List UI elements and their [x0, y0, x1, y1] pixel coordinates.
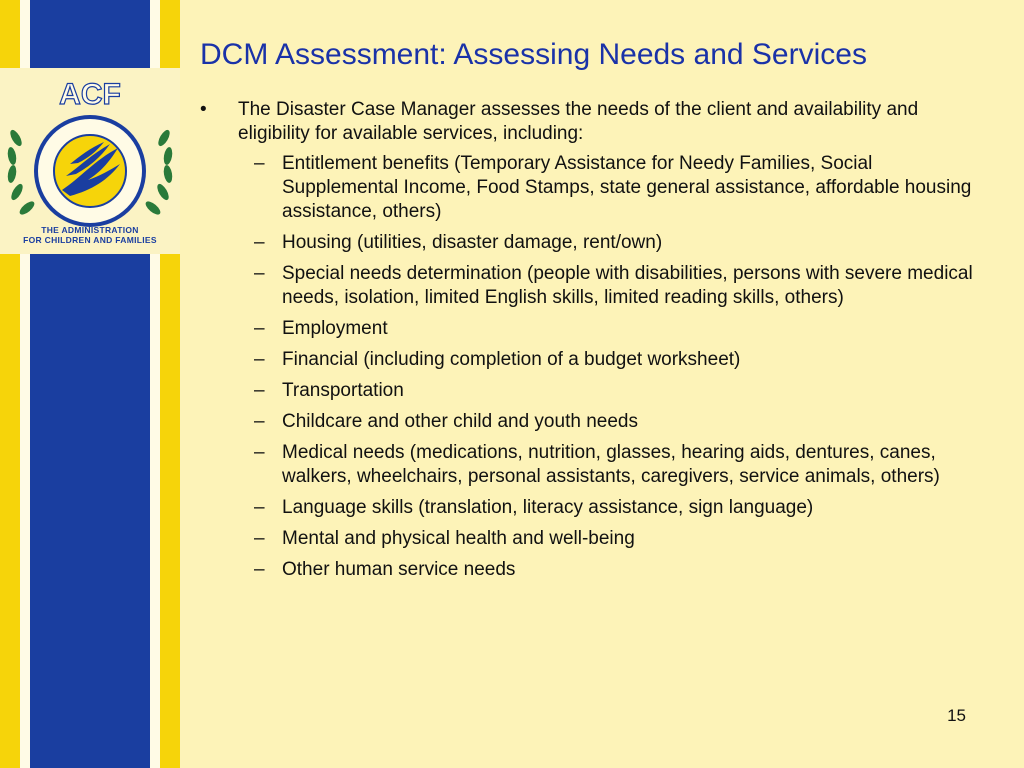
sub-bullet-text: Employment — [282, 318, 388, 339]
left-banner — [0, 0, 180, 768]
sub-bullet-text: Transportation — [282, 380, 404, 401]
slide-body — [200, 98, 990, 589]
dash-marker: – — [254, 442, 265, 463]
sub-bullet — [200, 152, 990, 224]
sub-bullet — [200, 348, 990, 372]
sub-bullet — [200, 379, 990, 403]
dash-marker: – — [254, 497, 265, 518]
sub-bullet — [200, 231, 990, 255]
sub-bullet-text: Other human service needs — [282, 559, 516, 580]
dash-marker: – — [254, 349, 265, 370]
dash-marker: – — [254, 232, 265, 253]
page-number: 15 — [947, 706, 966, 725]
sub-bullet — [200, 262, 990, 310]
acf-acronym: ACF — [59, 78, 121, 111]
sub-bullet-list — [200, 152, 990, 582]
sub-bullet — [200, 317, 990, 341]
agency-name-line2: FOR CHILDREN AND FAMILIES — [23, 235, 157, 245]
main-bullet-text: The Disaster Case Manager assesses the needs of the client and availability and eligibility for available services, including: — [238, 99, 919, 144]
sub-bullet — [200, 527, 990, 551]
main-bullet — [200, 98, 990, 146]
laurel-left-icon — [6, 128, 36, 217]
sub-bullet-text: Childcare and other child and youth needs — [282, 411, 638, 432]
sub-bullet — [200, 441, 990, 489]
dash-marker: – — [254, 263, 265, 284]
laurel-right-icon — [144, 128, 174, 217]
sub-bullet — [200, 496, 990, 520]
sub-bullet-text: Financial (including completion of a budget worksheet) — [282, 349, 741, 370]
sub-bullet-text: Medical needs (medications, nutrition, glasses, hearing aids, dentures, canes, walkers, wheelchairs, personal assistants, caregivers, service animals, others) — [282, 442, 940, 487]
slide-title: DCM Assessment: Assessing Needs and Services — [200, 38, 867, 71]
agency-name-line1: THE ADMINISTRATION — [41, 225, 139, 235]
hhs-seal-icon — [34, 115, 146, 227]
dash-marker: – — [254, 559, 265, 580]
sub-bullet-text: Special needs determination (people with disabilities, persons with severe medical needs, isolation, limited English skills, limited reading skills, others) — [282, 263, 973, 308]
sub-bullet-text: Language skills (translation, literacy assistance, sign language) — [282, 497, 814, 518]
sub-bullet-text: Mental and physical health and well-being — [282, 528, 635, 549]
bullet-marker: • — [200, 99, 207, 120]
sub-bullet — [200, 410, 990, 434]
sub-bullet — [200, 558, 990, 582]
dash-marker: – — [254, 528, 265, 549]
dash-marker: – — [254, 411, 265, 432]
dash-marker: – — [254, 153, 265, 174]
sub-bullet-text: Housing (utilities, disaster damage, rent/own) — [282, 232, 663, 253]
dash-marker: – — [254, 380, 265, 401]
sub-bullet-text: Entitlement benefits (Temporary Assistance for Needy Families, Social Supplemental Income, Food Stamps, state general assistance, affordable housing assistance, others) — [282, 153, 972, 222]
dash-marker: – — [254, 318, 265, 339]
